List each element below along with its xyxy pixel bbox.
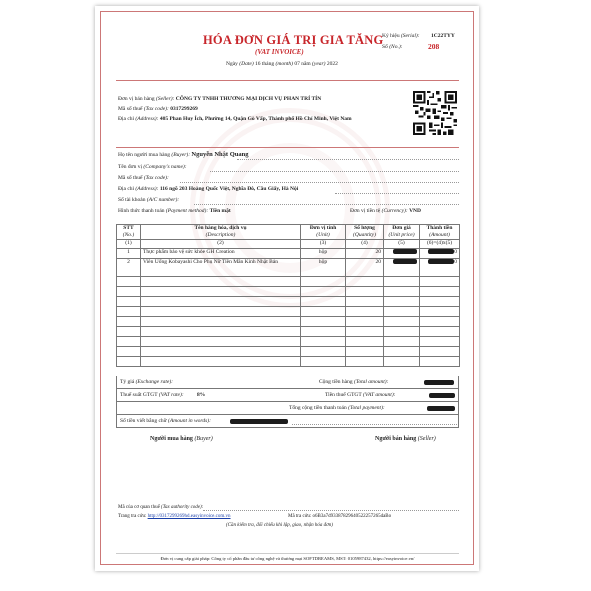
- empty-row: [117, 337, 460, 347]
- buyer-tax-row: Mã số thuế (Tax code):: [118, 175, 169, 181]
- qr-code: [413, 91, 457, 135]
- currency-row: Đơn vị tiền tệ (Currency): VND: [350, 208, 421, 214]
- redacted-total: [424, 380, 454, 385]
- empty-row: [117, 287, 460, 297]
- provider-line: Đơn vị cung cấp giải pháp: Công ty cổ phần đầu tư công nghệ và thương mại SOFTDREAMS, MST: 0105987432, https://easyinvoice.vn/: [160, 556, 415, 561]
- seller-name: CÔNG TY TNHH THƯƠNG MẠI DỊCH VỤ PHAN TRÍ TÍN: [175, 96, 322, 102]
- buyer-address-row: Địa chỉ (Address): 116 ngõ 203 Hoàng Quốc Việt, Nghĩa Đô, Cầu Giấy, Hà Nội: [118, 186, 299, 192]
- payment-method: Tiền mặt: [209, 208, 231, 214]
- col-header-unit: Đơn vị tính (Unit): [301, 225, 346, 240]
- invoice-date: Ngày (Date) 16 tháng (month) 07 năm (year) 2022: [226, 61, 338, 67]
- lookup-row: Trang tra cứu: http://0317299269hd.easyinvoice.com.vn: [118, 514, 231, 519]
- header-divider: [116, 80, 459, 81]
- lookup-code: o6B3a7d93387829640522257265daBo: [312, 514, 392, 519]
- seller-divider: [116, 147, 459, 148]
- lookup-code-row: Mã tra cứu: o6B3a7d93387829640522257265daBo: [288, 514, 392, 519]
- summary-words-row: Số tiền viết bằng chữ (Amount in words):: [116, 415, 459, 428]
- seller-name-row: Đơn vị bán hàng (Seller): CÔNG TY TNHH THƯƠNG MẠI DỊCH VỤ PHAN TRÍ TÍN: [118, 96, 322, 102]
- number-row: Số (No.):: [382, 44, 403, 50]
- redacted-price: [393, 259, 417, 264]
- empty-row: [117, 347, 460, 357]
- buyer-account-row: Số tài khoản (A/C number):: [118, 197, 180, 203]
- seller-tax-code: 0317299269: [170, 106, 198, 112]
- invoice-title: HÓA ĐƠN GIÁ TRỊ GIA TĂNG: [203, 33, 384, 47]
- redacted-grand-total: [427, 406, 455, 411]
- invoice-number: 208: [428, 42, 440, 51]
- redacted-vat: [429, 393, 455, 398]
- invoice-subtitle: (VAT INVOICE): [255, 48, 304, 56]
- buyer-address: 116 ngõ 203 Hoàng Quốc Việt, Nghĩa Đô, Cầu Giấy, Hà Nội: [159, 186, 299, 192]
- table-index-row: (1) (2) (3) (4) (5) (6)=(4)x(5): [117, 240, 460, 249]
- check-note: (Cần kiểm tra, đối chiếu khi lập, giao, nhận hóa đơn): [226, 523, 333, 528]
- redacted-amount-words: [230, 419, 288, 424]
- seller-signature-label: Người bán hàng (Seller): [375, 436, 436, 442]
- seller-tax-row: Mã số thuế (Tax code): 0317299269: [118, 106, 198, 112]
- summary-vat-row: Thuế suất GTGT (VAT rate): 8% Tiền thuế GTGT (VAT amount):: [116, 389, 459, 402]
- empty-row: [117, 297, 460, 307]
- empty-row: [117, 357, 460, 367]
- summary-grand-row: Tổng cộng tiền thanh toán (Total payment):: [116, 402, 459, 415]
- redacted-amount: [428, 259, 454, 264]
- table-header-row: [117, 225, 460, 240]
- serial-row: Ký hiệu (Serial): 1C22TYY: [382, 33, 455, 39]
- table-row: 1 Thực phẩm bảo vệ sức khỏe GH Creation hộp 20 0: [117, 249, 460, 259]
- buyer-name-row: Họ tên người mua hàng (Buyer): Nguyễn Nhật Quang: [118, 151, 249, 158]
- vat-rate: 8%: [197, 392, 206, 398]
- summary-total-row: Tỷ giá (Exchange rate): Cộng tiền hàng (Total amount):: [116, 376, 459, 389]
- seller-address-row: Địa chỉ (Address): 405 Phan Huy Ích, Phường 14, Quận Gò Vấp, Thành phố Hồ Chí Minh, Việt Nam: [118, 116, 352, 122]
- col-header-quantity: Số lượng (Quantity): [346, 225, 384, 240]
- col-header-no: STT (No.): [117, 225, 141, 240]
- empty-row: [117, 317, 460, 327]
- buyer-signature-label: Người mua hàng (Buyer): [150, 436, 213, 442]
- payment-row: Hình thức thanh toán (Payment method): Tiền mặt: [118, 208, 231, 214]
- seller-address: 405 Phan Huy Ích, Phường 14, Quận Gò Vấp, Thành phố Hồ Chí Minh, Việt Nam: [159, 116, 352, 122]
- lookup-link[interactable]: http://0317299269hd.easyinvoice.com.vn: [147, 514, 231, 519]
- currency-value: VND: [409, 208, 421, 214]
- empty-row: [117, 307, 460, 317]
- tax-authority-row: Mã của cơ quan thuế (Tax authority code):: [118, 505, 204, 510]
- col-header-description: Tên hàng hóa, dịch vụ (Description): [141, 225, 301, 240]
- col-header-amount: Thành tiền (Amount): [420, 225, 460, 240]
- redacted-amount: [428, 249, 454, 254]
- buyer-company-row: Tên đơn vị (Company's name):: [118, 164, 187, 170]
- serial-value: 1C22TYY: [430, 33, 455, 39]
- buyer-name: Nguyễn Nhật Quang: [191, 151, 249, 158]
- table-row: 2 Viên Uống Kobayashi Cho Phụ Nữ Tiền Mãn Kinh Nhật Bản hộp 20 0: [117, 259, 460, 277]
- empty-row: [117, 327, 460, 337]
- redacted-price: [393, 249, 417, 254]
- items-table: [116, 224, 460, 367]
- empty-row: [117, 277, 460, 287]
- col-header-unit-price: Đơn giá (Unit price): [384, 225, 420, 240]
